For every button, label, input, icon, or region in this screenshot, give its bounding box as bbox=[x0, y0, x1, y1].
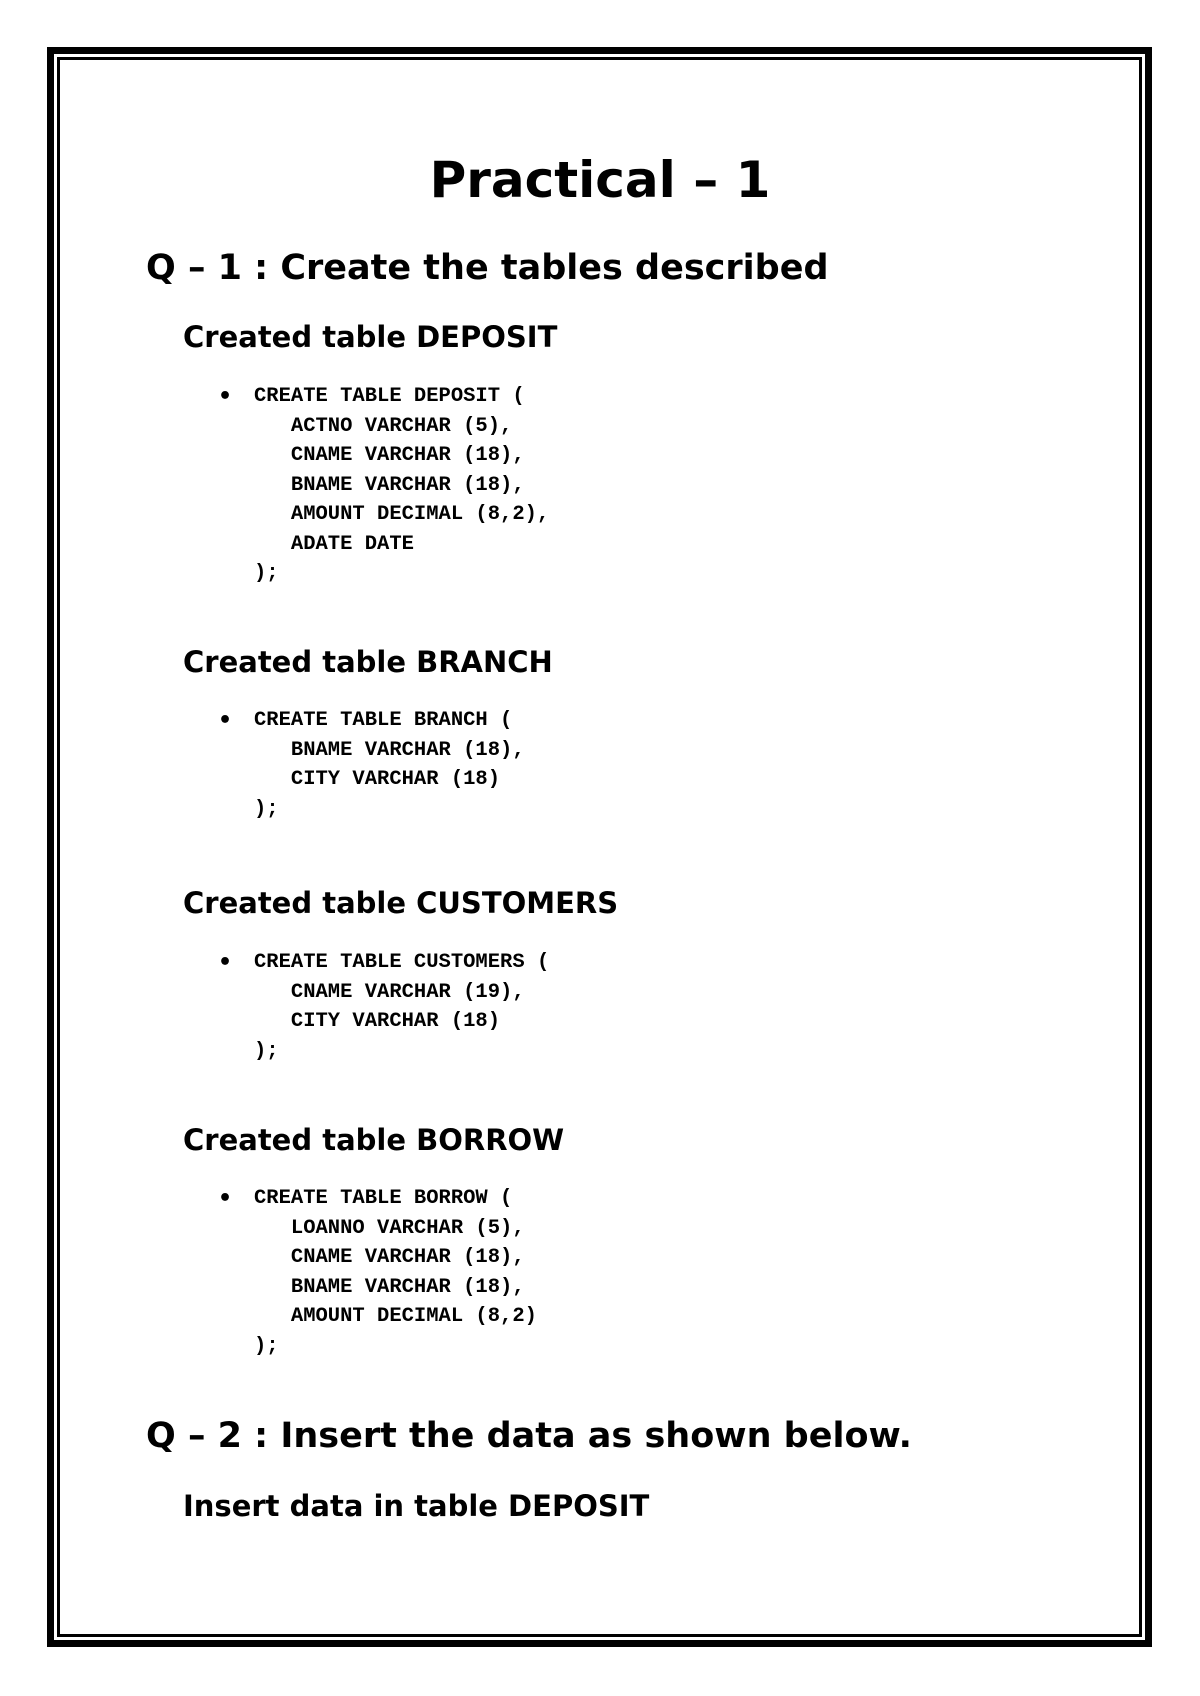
code-line: ); bbox=[254, 562, 279, 585]
code-block-deposit bbox=[218, 382, 549, 589]
code-line: CNAME VARCHAR (19), bbox=[254, 980, 525, 1004]
section-heading-borrow: Created table BORROW bbox=[183, 1123, 565, 1157]
code-line: LOANNO VARCHAR (5), bbox=[254, 1216, 525, 1240]
code-line: ACTNO VARCHAR (5), bbox=[254, 414, 513, 438]
code-line: ); bbox=[254, 1039, 279, 1063]
code-line: CNAME VARCHAR (18), bbox=[254, 1246, 525, 1269]
section-heading-deposit: Created table DEPOSIT bbox=[183, 320, 558, 354]
code-line: ); bbox=[254, 797, 279, 821]
code-line: BNAME VARCHAR (18), bbox=[254, 473, 525, 497]
page-border-inner bbox=[57, 57, 1142, 1637]
code-line: CREATE TABLE CUSTOMERS ( bbox=[254, 951, 550, 974]
code-line: CNAME VARCHAR (18), bbox=[254, 444, 525, 467]
bullet-icon: • bbox=[218, 384, 233, 409]
bullet-icon: • bbox=[218, 950, 233, 975]
code-line: BNAME VARCHAR (18), bbox=[254, 738, 525, 762]
code-line: CREATE TABLE BORROW ( bbox=[254, 1187, 513, 1210]
code-block-customers bbox=[218, 948, 549, 1066]
question-1: Q – 1 : Create the tables described bbox=[146, 248, 829, 288]
section-heading-branch: Created table BRANCH bbox=[183, 645, 553, 679]
code-line: AMOUNT DECIMAL (8,2), bbox=[254, 503, 550, 526]
section-heading-insert-deposit: Insert data in table DEPOSIT bbox=[183, 1489, 650, 1523]
code-line: ); bbox=[254, 1334, 279, 1358]
code-line: AMOUNT DECIMAL (8,2) bbox=[254, 1305, 537, 1328]
bullet-icon: • bbox=[218, 1186, 233, 1211]
code-line: CITY VARCHAR (18) bbox=[254, 1010, 501, 1033]
code-line: BNAME VARCHAR (18), bbox=[254, 1275, 525, 1299]
page-title: Practical – 1 bbox=[429, 151, 771, 209]
code-block-branch bbox=[218, 706, 525, 824]
code-line: CITY VARCHAR (18) bbox=[254, 768, 501, 791]
code-line: CREATE TABLE BRANCH ( bbox=[254, 709, 513, 732]
question-2: Q – 2 : Insert the data as shown below. bbox=[146, 1416, 912, 1456]
section-heading-customers: Created table CUSTOMERS bbox=[183, 886, 619, 920]
code-line: ADATE DATE bbox=[254, 532, 414, 556]
code-block-borrow bbox=[218, 1184, 537, 1361]
code-line: CREATE TABLE DEPOSIT ( bbox=[254, 385, 525, 408]
bullet-icon: • bbox=[218, 708, 233, 733]
